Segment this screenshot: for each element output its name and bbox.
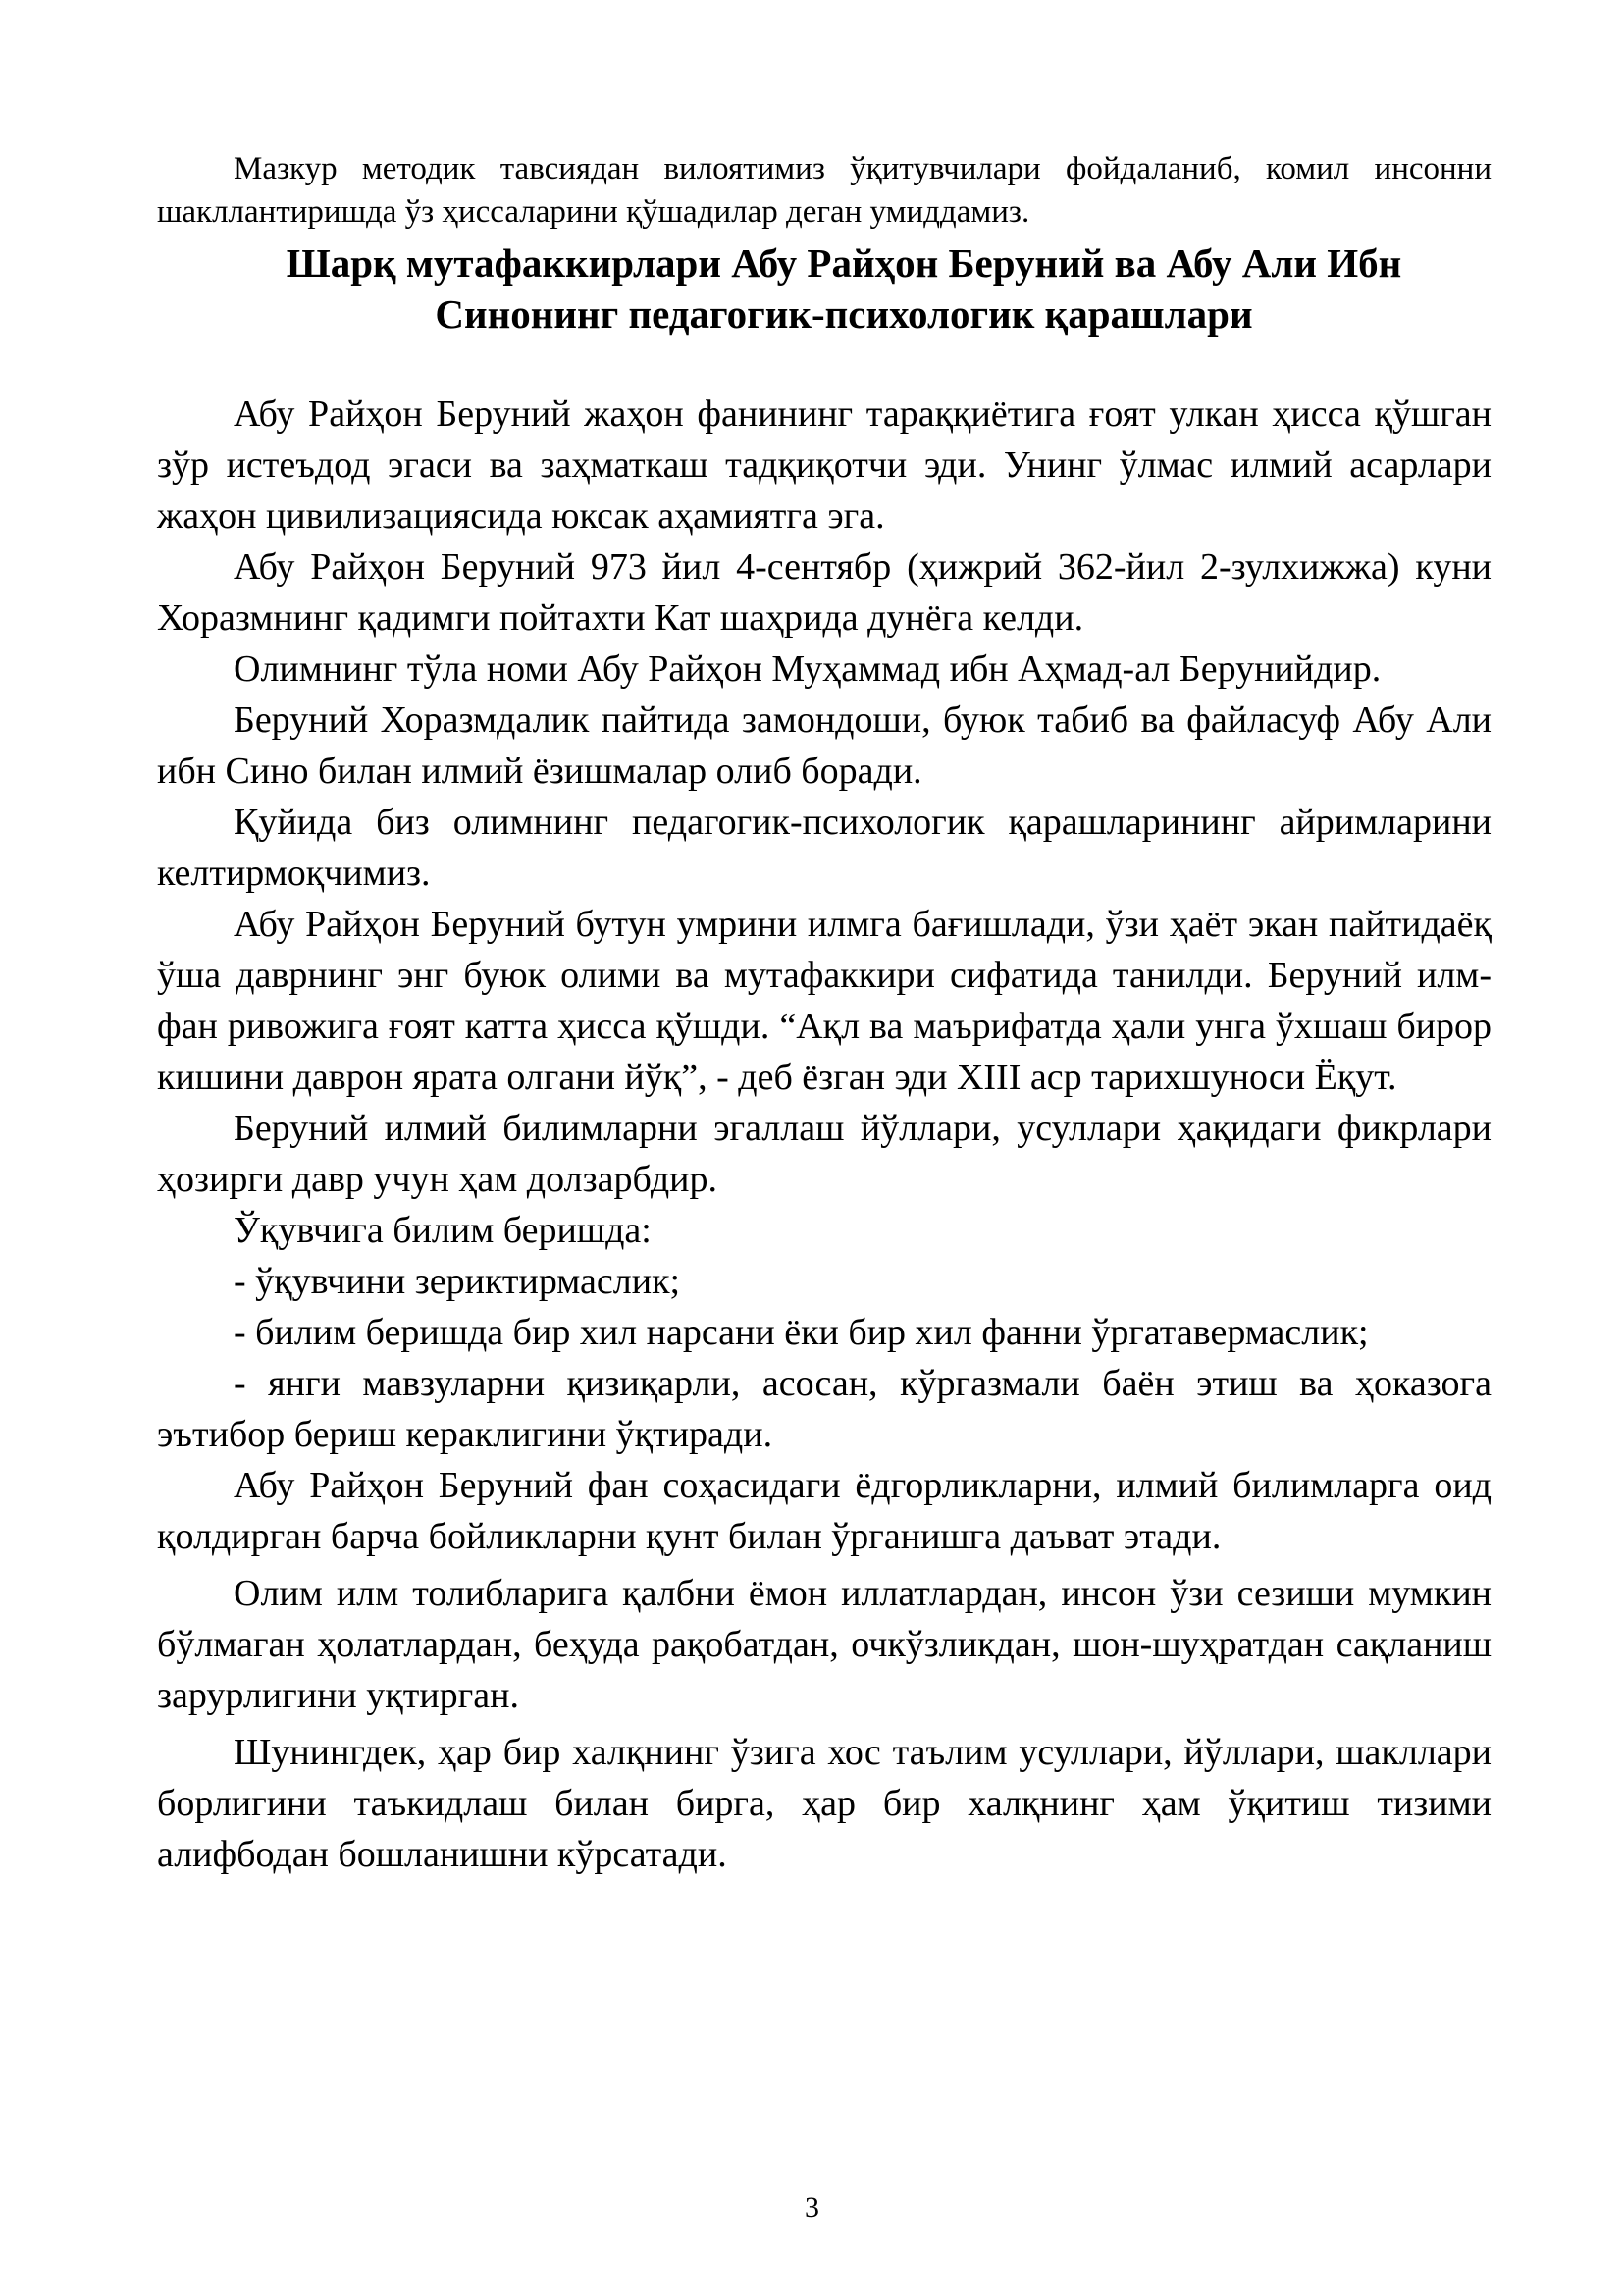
paragraph: Абу Райҳон Беруний бутун умрини илмга бағишлади, ўзи ҳаёт экан пайтидаёқ ўша даврнинг энг буюк олими ва мутафаккири сифатида танилди. Беруний илм-фан ривожига ғоят катта ҳисса қўшди. “Ақл ва маърифатда ҳали унга ўхшаш бирор кишини даврон ярата олгани йўқ”, - деб ёзган эди XIII аср тарихшуноси Ёқут. (157, 904, 1492, 1098)
paragraph: Беруний илмий билимларни эгаллаш йўллари, усуллари ҳақидаги фикрлари ҳозирги давр учун ҳам долзарбдир. (157, 1108, 1492, 1200)
paragraph: Олимнинг тўла номи Абу Райҳон Муҳаммад ибн Аҳмад-ал Берунийдир. (234, 649, 1382, 690)
list-item: - ўқувчини зериктирмаслик; (234, 1261, 681, 1302)
page-number: 3 (805, 2191, 819, 2223)
body-text (157, 389, 1492, 1880)
paragraph: Абу Райҳон Беруний фан соҳасидаги ёдгорликларни, илмий билимларга оид қолдирган барча бойликларни қунт билан ўрганишга даъват этади. (157, 1465, 1492, 1557)
list-item: - билим беришда бир хил нарсани ёки бир хил фанни ўргатавермаслик; (234, 1312, 1369, 1353)
paragraph: Ўқувчига билим беришда: (234, 1210, 652, 1251)
document-page (157, 147, 1492, 1880)
paragraph: Қуйида биз олимнинг педагогик-психологик қарашларининг айримларини келтирмоқчимиз. (157, 802, 1492, 894)
heading-line-1: Шарқ мутафаккирлари Абу Райҳон Беруний ва Абу Али Ибн (286, 240, 1402, 286)
list-item: - янги мавзуларни қизиқарли, асосан, кўргазмали баён этиш ва ҳоказога эътибор бериш кераклигини ўқтиради. (157, 1363, 1492, 1455)
paragraph: Олим илм толибларига қалбни ёмон иллатлардан, инсон ўзи сезиши мумкин бўлмаган ҳолатлардан, беҳуда рақобатдан, очкўзликдан, шон-шуҳратдан сақланиш зарурлигини уқтирган. (157, 1573, 1492, 1716)
intro-paragraph: Мазкур методик тавсиядан вилоятимиз ўқитувчилари фойдаланиб, комил инсонни шакллантиришда ўз ҳиссаларини қўшадилар деган умиддамиз. (157, 151, 1492, 230)
paragraph: Абу Райҳон Беруний жаҳон фанининг тараққиётига ғоят улкан ҳисса қўшган зўр истеъдод эгаси ва заҳматкаш тадқиқотчи эди. Унинг ўлмас илмий асарлари жаҳон цивилизациясида юксак аҳамиятга эга. (157, 393, 1492, 537)
paragraph: Шунингдек, ҳар бир халқнинг ўзига хос таълим усуллари, йўллари, шакллари борлигини таъкидлаш билан бирга, ҳар бир халқнинг ҳам ўқитиш тизими алифбодан бошланишни кўрсатади. (157, 1732, 1492, 1875)
paragraph: Беруний Хоразмдалик пайтида замондоши, буюк табиб ва файласуф Абу Али ибн Сино билан илмий ёзишмалар олиб боради. (157, 700, 1492, 792)
section-heading (157, 237, 1492, 339)
paragraph: Абу Райҳон Беруний 973 йил 4-сентябр (ҳижрий 362-йил 2-зулхижжа) куни Хоразмнинг қадимги пойтахти Кат шаҳрида дунёга келди. (157, 547, 1492, 639)
heading-line-2: Синонинг педагогик-психологик қарашлари (435, 291, 1253, 337)
